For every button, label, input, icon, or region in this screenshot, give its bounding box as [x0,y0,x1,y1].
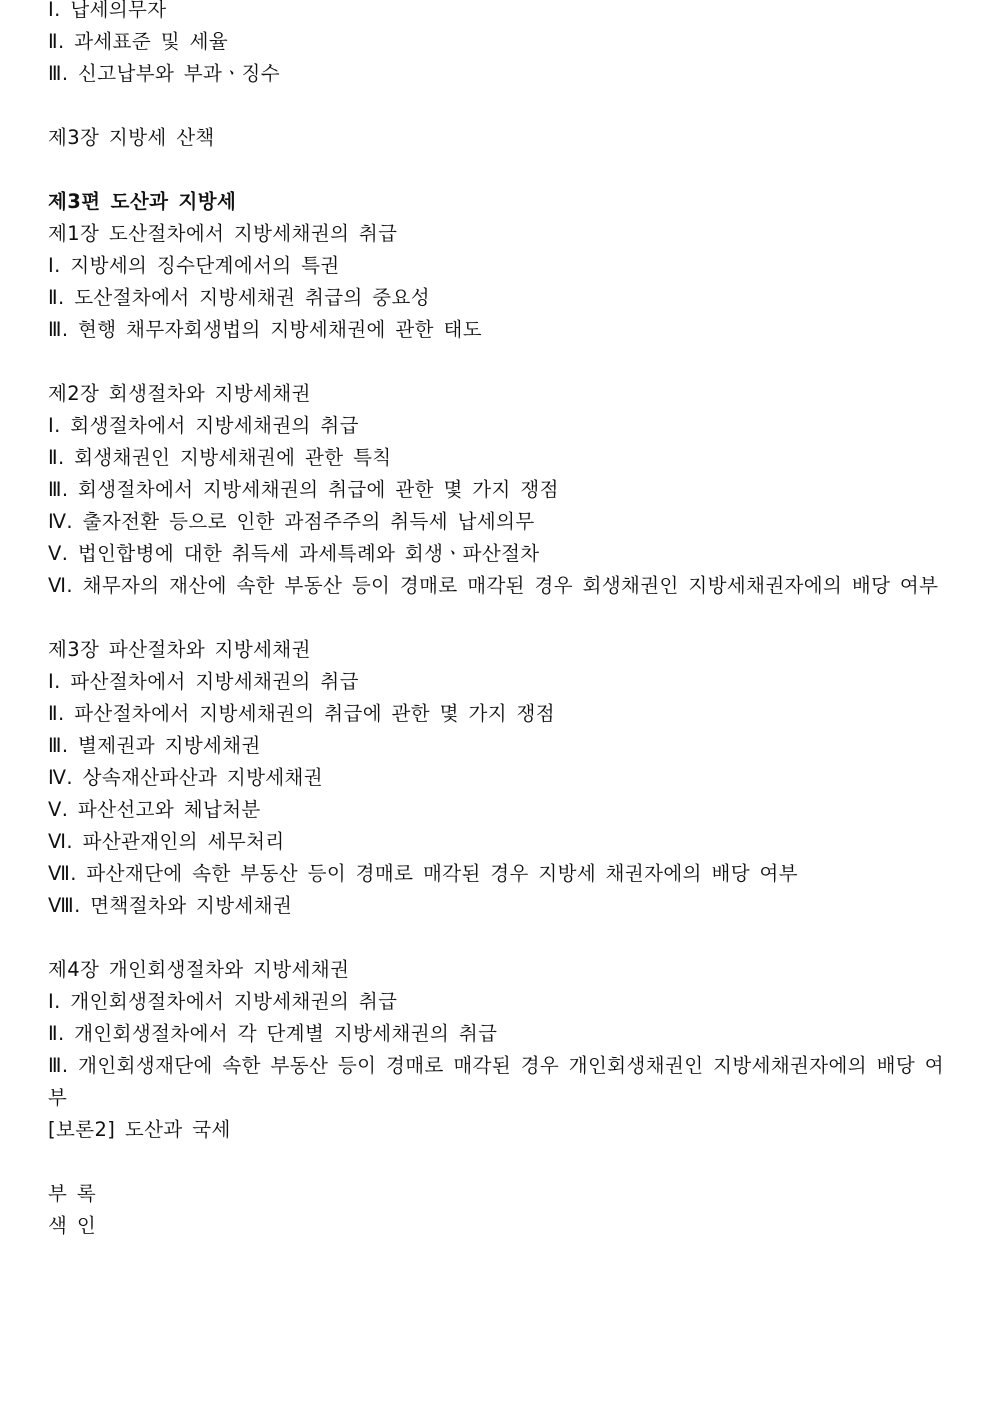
toc-item: Ⅱ. 파산절차에서 지방세채권의 취급에 관한 몇 가지 쟁점 [48,702,555,725]
spacer [48,90,944,122]
toc-item: Ⅲ. 신고납부와 부과ㆍ징수 [48,62,281,85]
toc-item: Ⅰ. 납세의무자 [48,0,167,21]
chapter-heading: 제3장 파산절차와 지방세채권 [48,638,311,661]
chapter-heading: 제3장 지방세 산책 [48,126,215,149]
toc-item: [보론2] 도산과 국세 [48,1118,231,1141]
toc-item: Ⅵ. 채무자의 재산에 속한 부동산 등이 경매로 매각된 경우 회생채권인 지방세채권자에의 배당 여부 [48,574,939,597]
toc-item: Ⅴ. 법인합병에 대한 취득세 과세특례와 회생ㆍ파산절차 [48,542,540,565]
chapter-heading: 제1장 도산절차에서 지방세채권의 취급 [48,222,398,245]
toc-item: Ⅱ. 도산절차에서 지방세채권 취급의 중요성 [48,286,431,309]
toc-item: Ⅱ. 개인회생절차에서 각 단계별 지방세채권의 취급 [48,1022,498,1045]
toc-item: Ⅴ. 파산선고와 체납처분 [48,798,261,821]
toc-item: Ⅳ. 상속재산파산과 지방세채권 [48,766,324,789]
toc-item: Ⅲ. 회생절차에서 지방세채권의 취급에 관한 몇 가지 쟁점 [48,478,559,501]
chapter-heading: 제4장 개인회생절차와 지방세채권 [48,958,350,981]
toc-item: Ⅷ. 면책절차와 지방세채권 [48,894,293,917]
spacer [48,346,944,378]
toc-item: Ⅰ. 파산절차에서 지방세채권의 취급 [48,670,359,693]
toc-item: Ⅶ. 파산재단에 속한 부동산 등이 경매로 매각된 경우 지방세 채권자에의 배당 여부 [48,862,798,885]
toc-item: Ⅳ. 출자전환 등으로 인한 과점주주의 취득세 납세의무 [48,510,535,533]
toc-item: Ⅲ. 개인회생재단에 속한 부동산 등이 경매로 매각된 경우 개인회생채권인 지방세채권자에의 배당 여부 [48,1054,944,1109]
toc-item: Ⅰ. 지방세의 징수단계에서의 특권 [48,254,340,277]
index-heading: 색 인 [48,1214,97,1237]
spacer [48,1146,944,1178]
table-of-contents [48,0,944,1242]
toc-item: Ⅰ. 회생절차에서 지방세채권의 취급 [48,414,359,437]
spacer [48,922,944,954]
spacer [48,154,944,186]
part-heading: 제3편 도산과 지방세 [48,190,237,213]
toc-item: Ⅵ. 파산관재인의 세무처리 [48,830,285,853]
appendix-heading: 부 록 [48,1182,97,1205]
chapter-heading: 제2장 회생절차와 지방세채권 [48,382,311,405]
toc-item: Ⅲ. 현행 채무자회생법의 지방세채권에 관한 태도 [48,318,482,341]
toc-item: Ⅱ. 회생채권인 지방세채권에 관한 특칙 [48,446,392,469]
toc-item: Ⅱ. 과세표준 및 세율 [48,30,229,53]
toc-item: Ⅰ. 개인회생절차에서 지방세채권의 취급 [48,990,398,1013]
toc-item: Ⅲ. 별제권과 지방세채권 [48,734,261,757]
spacer [48,602,944,634]
